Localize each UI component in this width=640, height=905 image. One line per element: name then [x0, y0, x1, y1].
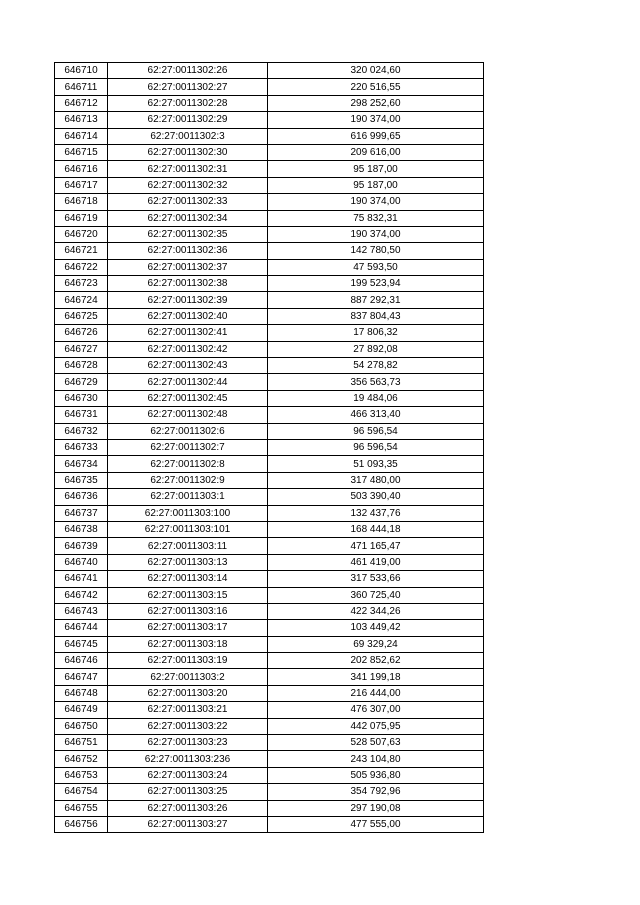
row-id-cell: 646726 — [55, 325, 108, 341]
table-row — [55, 751, 484, 767]
cadastral-number-cell: 62:27:0011303:2 — [108, 669, 268, 685]
row-id-cell: 646756 — [55, 816, 108, 832]
cadastral-value-cell: 199 523,94 — [268, 276, 484, 292]
table-row — [55, 685, 484, 701]
table-row — [55, 374, 484, 390]
table-row — [55, 308, 484, 324]
table-row — [55, 702, 484, 718]
cadastral-value-cell: 317 533,66 — [268, 571, 484, 587]
row-id-cell: 646738 — [55, 521, 108, 537]
cadastral-number-cell: 62:27:0011303:26 — [108, 800, 268, 816]
table-row — [55, 538, 484, 554]
row-id-cell: 646732 — [55, 423, 108, 439]
cadastral-number-cell: 62:27:0011302:32 — [108, 177, 268, 193]
cadastral-number-cell: 62:27:0011302:43 — [108, 358, 268, 374]
table-row — [55, 784, 484, 800]
cadastral-number-cell: 62:27:0011303:15 — [108, 587, 268, 603]
cadastral-number-cell: 62:27:0011302:7 — [108, 439, 268, 455]
row-id-cell: 646730 — [55, 390, 108, 406]
cadastral-value-table — [54, 62, 484, 833]
cadastral-number-cell: 62:27:0011303:13 — [108, 554, 268, 570]
cadastral-value-cell: 209 616,00 — [268, 144, 484, 160]
cadastral-value-cell: 168 444,18 — [268, 521, 484, 537]
cadastral-number-cell: 62:27:0011303:24 — [108, 767, 268, 783]
row-id-cell: 646716 — [55, 161, 108, 177]
cadastral-value-cell: 461 419,00 — [268, 554, 484, 570]
cadastral-value-cell: 142 780,50 — [268, 243, 484, 259]
cadastral-number-cell: 62:27:0011303:101 — [108, 521, 268, 537]
cadastral-number-cell: 62:27:0011303:16 — [108, 603, 268, 619]
row-id-cell: 646734 — [55, 456, 108, 472]
row-id-cell: 646750 — [55, 718, 108, 734]
table-row — [55, 259, 484, 275]
table-row — [55, 407, 484, 423]
table-row — [55, 95, 484, 111]
cadastral-number-cell: 62:27:0011303:100 — [108, 505, 268, 521]
table-row — [55, 194, 484, 210]
row-id-cell: 646725 — [55, 308, 108, 324]
cadastral-value-cell: 297 190,08 — [268, 800, 484, 816]
cadastral-value-cell: 54 278,82 — [268, 358, 484, 374]
table-row — [55, 341, 484, 357]
table-row — [55, 144, 484, 160]
table-row — [55, 636, 484, 652]
row-id-cell: 646735 — [55, 472, 108, 488]
cadastral-value-cell: 442 075,95 — [268, 718, 484, 734]
cadastral-number-cell: 62:27:0011303:17 — [108, 620, 268, 636]
cadastral-number-cell: 62:27:0011302:39 — [108, 292, 268, 308]
cadastral-value-cell: 298 252,60 — [268, 95, 484, 111]
row-id-cell: 646729 — [55, 374, 108, 390]
cadastral-number-cell: 62:27:0011303:236 — [108, 751, 268, 767]
cadastral-number-cell: 62:27:0011303:14 — [108, 571, 268, 587]
table-row — [55, 767, 484, 783]
table-row — [55, 439, 484, 455]
cadastral-value-cell: 190 374,00 — [268, 194, 484, 210]
cadastral-value-cell: 75 832,31 — [268, 210, 484, 226]
table-row — [55, 554, 484, 570]
cadastral-number-cell: 62:27:0011302:29 — [108, 112, 268, 128]
cadastral-number-cell: 62:27:0011303:27 — [108, 816, 268, 832]
row-id-cell: 646723 — [55, 276, 108, 292]
cadastral-value-cell: 95 187,00 — [268, 177, 484, 193]
cadastral-value-cell: 202 852,62 — [268, 653, 484, 669]
row-id-cell: 646710 — [55, 63, 108, 79]
cadastral-value-cell: 505 936,80 — [268, 767, 484, 783]
cadastral-value-cell: 360 725,40 — [268, 587, 484, 603]
cadastral-value-cell: 887 292,31 — [268, 292, 484, 308]
row-id-cell: 646718 — [55, 194, 108, 210]
table-row — [55, 489, 484, 505]
cadastral-value-cell: 422 344,26 — [268, 603, 484, 619]
table-row — [55, 226, 484, 242]
row-id-cell: 646742 — [55, 587, 108, 603]
cadastral-number-cell: 62:27:0011303:18 — [108, 636, 268, 652]
row-id-cell: 646719 — [55, 210, 108, 226]
table-row — [55, 603, 484, 619]
table-row — [55, 358, 484, 374]
row-id-cell: 646712 — [55, 95, 108, 111]
row-id-cell: 646749 — [55, 702, 108, 718]
table-row — [55, 456, 484, 472]
cadastral-value-cell: 190 374,00 — [268, 226, 484, 242]
cadastral-value-cell: 47 593,50 — [268, 259, 484, 275]
row-id-cell: 646752 — [55, 751, 108, 767]
cadastral-number-cell: 62:27:0011302:28 — [108, 95, 268, 111]
cadastral-value-cell: 220 516,55 — [268, 79, 484, 95]
row-id-cell: 646754 — [55, 784, 108, 800]
cadastral-value-cell: 471 165,47 — [268, 538, 484, 554]
cadastral-number-cell: 62:27:0011303:11 — [108, 538, 268, 554]
table-row — [55, 390, 484, 406]
row-id-cell: 646717 — [55, 177, 108, 193]
row-id-cell: 646721 — [55, 243, 108, 259]
cadastral-value-cell: 356 563,73 — [268, 374, 484, 390]
row-id-cell: 646737 — [55, 505, 108, 521]
cadastral-value-cell: 96 596,54 — [268, 439, 484, 455]
cadastral-number-cell: 62:27:0011302:26 — [108, 63, 268, 79]
table-row — [55, 423, 484, 439]
cadastral-value-cell: 69 329,24 — [268, 636, 484, 652]
cadastral-value-cell: 51 093,35 — [268, 456, 484, 472]
table-row — [55, 735, 484, 751]
cadastral-number-cell: 62:27:0011303:23 — [108, 735, 268, 751]
row-id-cell: 646724 — [55, 292, 108, 308]
cadastral-number-cell: 62:27:0011303:22 — [108, 718, 268, 734]
cadastral-number-cell: 62:27:0011302:41 — [108, 325, 268, 341]
cadastral-value-cell: 616 999,65 — [268, 128, 484, 144]
cadastral-number-cell: 62:27:0011302:9 — [108, 472, 268, 488]
cadastral-number-cell: 62:27:0011303:25 — [108, 784, 268, 800]
cadastral-value-cell: 132 437,76 — [268, 505, 484, 521]
cadastral-number-cell: 62:27:0011302:3 — [108, 128, 268, 144]
row-id-cell: 646713 — [55, 112, 108, 128]
cadastral-number-cell: 62:27:0011302:33 — [108, 194, 268, 210]
table-row — [55, 325, 484, 341]
row-id-cell: 646727 — [55, 341, 108, 357]
table-row — [55, 112, 484, 128]
cadastral-number-cell: 62:27:0011302:45 — [108, 390, 268, 406]
row-id-cell: 646745 — [55, 636, 108, 652]
table-row — [55, 816, 484, 832]
cadastral-number-cell: 62:27:0011302:38 — [108, 276, 268, 292]
cadastral-value-cell: 476 307,00 — [268, 702, 484, 718]
table-row — [55, 800, 484, 816]
cadastral-value-cell: 477 555,00 — [268, 816, 484, 832]
row-id-cell: 646747 — [55, 669, 108, 685]
cadastral-number-cell: 62:27:0011302:48 — [108, 407, 268, 423]
table-row — [55, 177, 484, 193]
table-row — [55, 571, 484, 587]
cadastral-number-cell: 62:27:0011302:35 — [108, 226, 268, 242]
cadastral-number-cell: 62:27:0011302:37 — [108, 259, 268, 275]
cadastral-number-cell: 62:27:0011302:6 — [108, 423, 268, 439]
row-id-cell: 646740 — [55, 554, 108, 570]
table-row — [55, 210, 484, 226]
cadastral-number-cell: 62:27:0011303:19 — [108, 653, 268, 669]
cadastral-value-cell: 17 806,32 — [268, 325, 484, 341]
cadastral-number-cell: 62:27:0011303:21 — [108, 702, 268, 718]
row-id-cell: 646736 — [55, 489, 108, 505]
row-id-cell: 646744 — [55, 620, 108, 636]
table-row — [55, 276, 484, 292]
cadastral-number-cell: 62:27:0011302:42 — [108, 341, 268, 357]
cadastral-value-cell: 19 484,06 — [268, 390, 484, 406]
row-id-cell: 646722 — [55, 259, 108, 275]
row-id-cell: 646746 — [55, 653, 108, 669]
cadastral-value-cell: 95 187,00 — [268, 161, 484, 177]
cadastral-value-cell: 528 507,63 — [268, 735, 484, 751]
cadastral-value-cell: 96 596,54 — [268, 423, 484, 439]
table-row — [55, 505, 484, 521]
table-row — [55, 79, 484, 95]
cadastral-value-cell: 103 449,42 — [268, 620, 484, 636]
row-id-cell: 646715 — [55, 144, 108, 160]
cadastral-value-cell: 503 390,40 — [268, 489, 484, 505]
row-id-cell: 646728 — [55, 358, 108, 374]
cadastral-number-cell: 62:27:0011302:34 — [108, 210, 268, 226]
cadastral-number-cell: 62:27:0011302:27 — [108, 79, 268, 95]
row-id-cell: 646751 — [55, 735, 108, 751]
cadastral-value-cell: 317 480,00 — [268, 472, 484, 488]
row-id-cell: 646748 — [55, 685, 108, 701]
row-id-cell: 646714 — [55, 128, 108, 144]
table-row — [55, 653, 484, 669]
cadastral-number-cell: 62:27:0011302:40 — [108, 308, 268, 324]
table-row — [55, 63, 484, 79]
cadastral-value-cell: 216 444,00 — [268, 685, 484, 701]
cadastral-value-cell: 837 804,43 — [268, 308, 484, 324]
row-id-cell: 646753 — [55, 767, 108, 783]
cadastral-value-cell: 466 313,40 — [268, 407, 484, 423]
cadastral-value-cell: 243 104,80 — [268, 751, 484, 767]
row-id-cell: 646755 — [55, 800, 108, 816]
cadastral-number-cell: 62:27:0011302:8 — [108, 456, 268, 472]
cadastral-number-cell: 62:27:0011303:20 — [108, 685, 268, 701]
row-id-cell: 646720 — [55, 226, 108, 242]
table-row — [55, 472, 484, 488]
table-row — [55, 161, 484, 177]
cadastral-value-cell: 354 792,96 — [268, 784, 484, 800]
cadastral-number-cell: 62:27:0011302:31 — [108, 161, 268, 177]
table-row — [55, 669, 484, 685]
table-row — [55, 243, 484, 259]
row-id-cell: 646731 — [55, 407, 108, 423]
table-row — [55, 128, 484, 144]
cadastral-number-cell: 62:27:0011302:36 — [108, 243, 268, 259]
row-id-cell: 646743 — [55, 603, 108, 619]
row-id-cell: 646711 — [55, 79, 108, 95]
table-row — [55, 292, 484, 308]
cadastral-value-cell: 190 374,00 — [268, 112, 484, 128]
table-body — [55, 63, 484, 833]
cadastral-number-cell: 62:27:0011302:30 — [108, 144, 268, 160]
table-row — [55, 521, 484, 537]
cadastral-value-cell: 27 892,08 — [268, 341, 484, 357]
cadastral-value-cell: 320 024,60 — [268, 63, 484, 79]
row-id-cell: 646741 — [55, 571, 108, 587]
cadastral-number-cell: 62:27:0011303:1 — [108, 489, 268, 505]
cadastral-number-cell: 62:27:0011302:44 — [108, 374, 268, 390]
row-id-cell: 646739 — [55, 538, 108, 554]
table-row — [55, 587, 484, 603]
cadastral-value-cell: 341 199,18 — [268, 669, 484, 685]
table-row — [55, 620, 484, 636]
row-id-cell: 646733 — [55, 439, 108, 455]
table-row — [55, 718, 484, 734]
